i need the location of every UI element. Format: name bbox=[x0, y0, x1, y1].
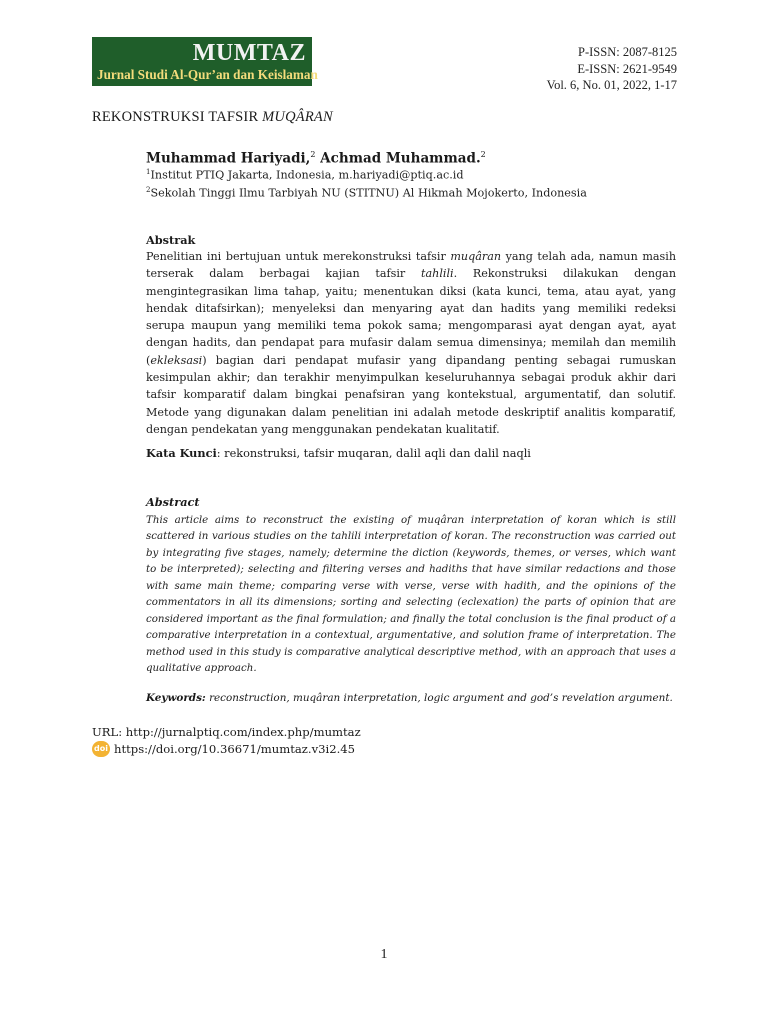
doi-icon: doi bbox=[92, 741, 110, 757]
keywords-text: reconstruction, muqâran interpretation, logic argument and god’s revelation argument. bbox=[205, 692, 673, 704]
journal-logo-subtitle: Jurnal Studi Al-Qur’an dan Keislaman bbox=[97, 67, 318, 82]
affiliation-2 bbox=[146, 186, 587, 200]
author-list bbox=[146, 150, 486, 167]
affiliation-1-text: Institut PTIQ Jakarta, Indonesia, m.hariyadi@ptiq.ac.id bbox=[150, 168, 464, 182]
volume-info: Vol. 6, No. 01, 2022, 1-17 bbox=[546, 78, 677, 92]
kata-kunci-text: : rekonstruksi, tafsir muqaran, dalil aqli dan dalil naqli bbox=[216, 447, 531, 460]
paper-title-italic: MUQÂRAN bbox=[262, 109, 333, 125]
abstrak-text-2: yang telah ada, namun masih terserak dalam berbagai kajian tafsir bbox=[146, 250, 676, 281]
affiliation-1 bbox=[146, 168, 464, 182]
abstrak-body bbox=[146, 248, 676, 438]
abstrak-text-3: . Rekonstruksi dilakukan dengan mengintegrasikan lima tahap, yaitu; menentukan diksi (kata kunci, tema, atau ayat, yang hendak ditafsirkan); menyeleksi dan menyaring ayat dan hadits yang memiliki redeksi serupa maupun yang memiliki tema pokok sama; mengomparasi ayat dengan ayat, ayat dengan hadits, dan pendapat para mufasir dalam semua dimensinya; memilah dan memilih ( bbox=[146, 267, 676, 367]
kata-kunci bbox=[146, 446, 531, 460]
author-2: Achmad Muhammad. bbox=[315, 150, 481, 167]
page-number: 1 bbox=[380, 947, 388, 962]
abstrak-heading: Abstrak bbox=[146, 233, 196, 247]
abstrak-italic-1: muqâran bbox=[450, 250, 502, 263]
author-1-affil: 2 bbox=[310, 150, 316, 159]
paper-title-prefix: REKONSTRUKSI TAFSIR bbox=[92, 109, 263, 125]
abstrak-italic-3: ekleksasi bbox=[150, 353, 203, 367]
abstrak-text-1: Penelitian ini bertujuan untuk merekonstruksi tafsir bbox=[146, 250, 451, 263]
abstrak-text-4: ) bagian dari pendapat mufasir yang dipandang penting sebagai rumuskan kesimpulan akhir; dan terakhir menyimpulkan keseluruhannya sebagai produk akhir dari tafsir komparatif dalam bingkai penafsiran yang kontekstual, argumentatif, dan solutif. Metode yang digunakan dalam penelitian ini adalah metode deskriptif analitis komparatif, dengan pendekatan yang menggunakan pendekatan kualitatif. bbox=[146, 353, 676, 436]
author-2-affil: 2 bbox=[480, 150, 486, 159]
journal-logo-title: MUMTAZ bbox=[192, 40, 306, 66]
abstract-body: This article aims to reconstruct the existing of muqâran interpretation of koran which is still scattered in various studies on the tahlili interpretation of koran. The reconstruction was carried out by integrating five stages, namely; determine the diction (keywords, themes, or verses, which want to be interpreted); selecting and filtering verses and hadiths that have similar redactions and those with same main theme; comparing verse with verse, verse with hadith, and the opinions of the commentators in all its dimensions; sorting and selecting (eclexation) the parts of opinion that are considered important as the final formulation; and finally the total conclusion is the final product of a comparative interpretation in a contextual, argumentative, and solution frame of interpretation. The method used in this study is comparative analytical descriptive method, with an approach that uses a qualitative approach. bbox=[146, 514, 676, 675]
journal-url[interactable]: URL: http://jurnalptiq.com/index.php/mumtaz bbox=[92, 725, 361, 739]
journal-logo bbox=[92, 37, 318, 86]
affiliation-1-num: 1 bbox=[146, 168, 151, 176]
doi-text[interactable]: https://doi.org/10.36671/mumtaz.v3i2.45 bbox=[114, 742, 356, 756]
abstrak-italic-2: tahlili bbox=[421, 267, 454, 281]
affiliation-2-text: Sekolah Tinggi Ilmu Tarbiyah NU (STITNU) Al Hikmah Mojokerto, Indonesia bbox=[150, 186, 587, 200]
affiliation-2-num: 2 bbox=[146, 186, 151, 194]
paper-title bbox=[92, 109, 333, 126]
abstract-heading: Abstract bbox=[146, 495, 200, 509]
author-1: Muhammad Hariyadi, bbox=[146, 150, 311, 167]
e-issn: E-ISSN: 2621-9549 bbox=[577, 61, 677, 76]
p-issn: P-ISSN: 2087-8125 bbox=[578, 45, 677, 59]
issn-block bbox=[547, 44, 677, 94]
keywords bbox=[146, 692, 673, 704]
keywords-label: Keywords: bbox=[146, 692, 206, 704]
doi-link[interactable] bbox=[92, 741, 355, 757]
kata-kunci-label: Kata Kunci bbox=[146, 446, 217, 460]
